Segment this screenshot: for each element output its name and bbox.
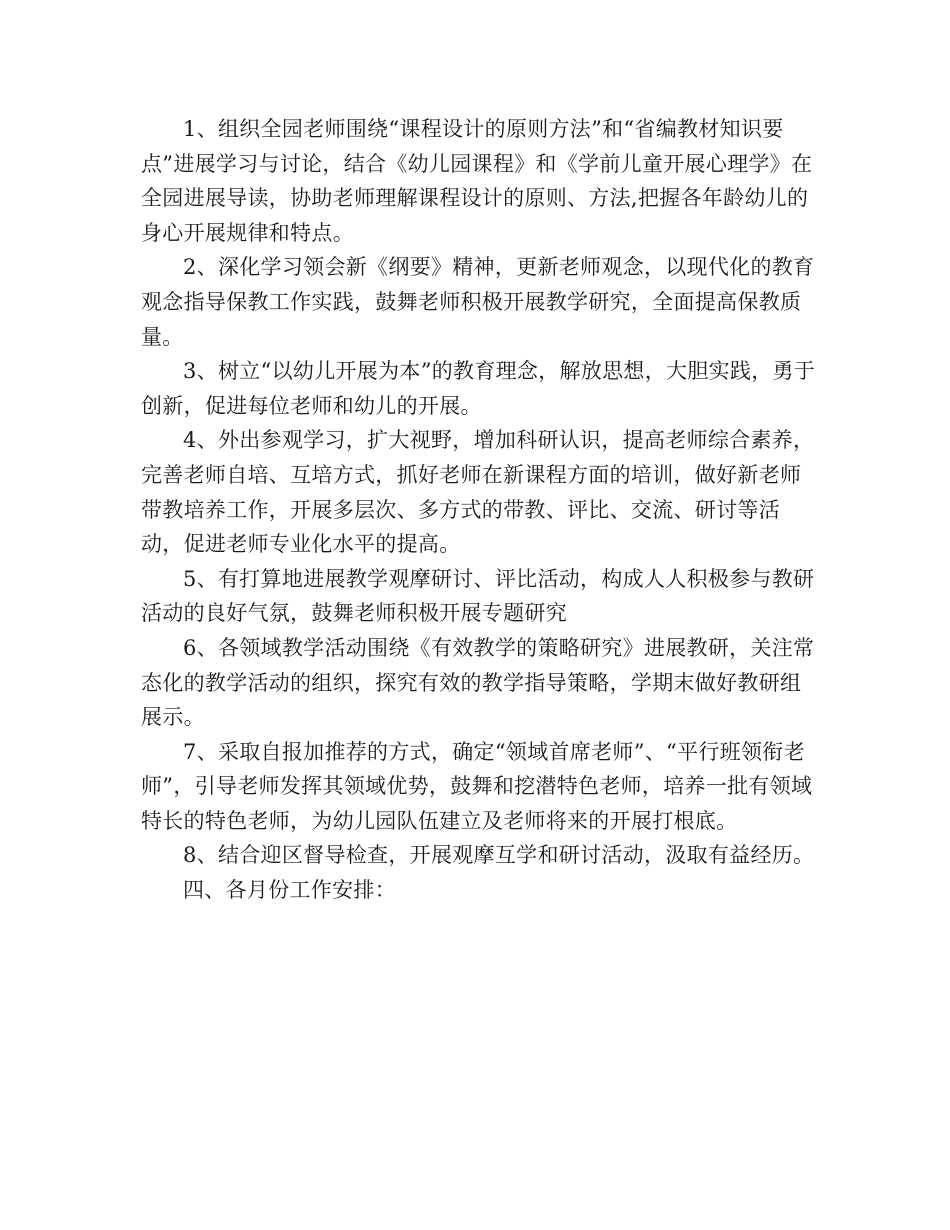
paragraph-item-3: 3、树立“以幼儿开展为本”的教育理念，解放思想，大胆实践，勇于创新，促进每位老师和幼儿的开展。: [141, 359, 816, 418]
paragraph-item-5: 5、有打算地进展教学观摩研讨、评比活动，构成人人积极参与教研活动的良好气氛，鼓舞老师积极开展专题研究: [141, 566, 815, 626]
paragraph-item-4: 4、外出参观学习，扩大视野，增加科研认识，提高老师综合素养，完善老师自培、互培方式，抓好老师在新课程方面的培训，做好新老师带教培养工作，开展多层次、多方式的带教、评比、交流、研讨等活动，促进老师专业化水平的提高。: [141, 428, 815, 557]
paragraph-item-8: 8、结合迎区督导检查，开展观摩互学和研讨活动，汲取有益经历。: [183, 843, 815, 868]
paragraph-item-2: 2、深化学习领会新《纲要》精神，更新老师观念，以现代化的教育观念指导保教工作实践，鼓舞老师积极开展教学研究，全面提高保教质量。: [141, 255, 815, 349]
paragraph-item-6: 6、各领域教学活动围绕《有效教学的策略研究》进展教研，关注常态化的教学活动的组织，探究有效的教学指导策略，学期末做好教研组展示。: [141, 635, 815, 730]
paragraph-item-7: 7、采取自报加推荐的方式，确定“领域首席老师”、“平行班领衔老师”，引导老师发挥其领域优势，鼓舞和挖潜特色老师，培养一批有领域特长的特色老师，为幼儿园队伍建立及老师将来的开展打根底。: [141, 739, 813, 833]
document-body: [141, 112, 821, 908]
section-heading-monthly-schedule: 四、各月份工作安排：: [183, 878, 396, 903]
paragraph-item-1: 1、组织全园老师围绕“课程设计的原则方法”和“省编教材知识要点”进展学习与讨论，结合《幼儿园课程》和《学前儿童开展心理学》在全园进展导读，协助老师理解课程设计的原则、方法,把握各年龄幼儿的身心开展规律和特点。: [141, 117, 813, 245]
